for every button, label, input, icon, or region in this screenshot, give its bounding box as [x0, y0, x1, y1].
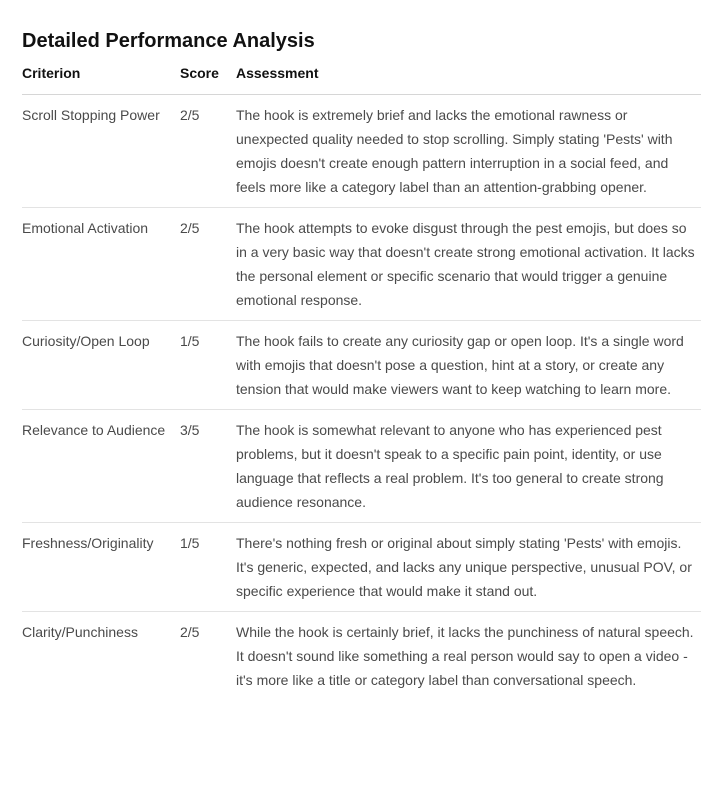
table-row [22, 208, 701, 321]
assessment-cell: While the hook is certainly brief, it lacks the punchiness of natural speech. It doesn't sound like something a real person would say to open a video - it's more like a title or category label than conversational speech. [236, 624, 694, 688]
score-cell: 1/5 [180, 321, 236, 410]
page-title: Detailed Performance Analysis [22, 30, 315, 52]
column-header-assessment: Assessment [236, 63, 701, 95]
score-cell: 1/5 [180, 523, 236, 612]
table-header-row [22, 63, 701, 95]
assessment-cell: The hook is somewhat relevant to anyone who has experienced pest problems, but it doesn't speak to a specific pain point, identity, or use language that reflects a real problem. It's too general to create strong audience resonance. [236, 410, 701, 523]
table-row [22, 523, 701, 612]
criterion-cell: Curiosity/Open Loop [22, 321, 180, 410]
assessment-cell: The hook attempts to evoke disgust through the pest emojis, but does so in a very basic way that doesn't create strong emotional activation. It lacks the personal element or specific scenario that would trigger a genuine emotional response. [236, 208, 701, 321]
criterion-cell: Freshness/Originality [22, 523, 180, 612]
criterion-cell: Emotional Activation [22, 208, 180, 321]
score-cell: 2/5 [180, 95, 236, 208]
score-cell: 2/5 [180, 624, 200, 640]
assessment-cell: The hook fails to create any curiosity gap or open loop. It's a single word with emojis that doesn't pose a question, hint at a story, or create any tension that would make viewers want to keep watching to learn more. [236, 321, 701, 410]
table-row [22, 95, 701, 208]
assessment-cell: The hook is extremely brief and lacks the emotional rawness or unexpected quality needed to stop scrolling. Simply stating 'Pests' with emojis doesn't create enough pattern interruption in a social feed, and feels more like a category label than an attention-grabbing opener. [236, 95, 701, 208]
performance-table [22, 63, 701, 700]
criterion-cell: Clarity/Punchiness [22, 624, 138, 640]
column-header-score: Score [180, 63, 236, 95]
analysis-section [22, 28, 701, 700]
table-row [22, 410, 701, 523]
table-row [22, 612, 701, 701]
column-header-criterion: Criterion [22, 63, 180, 95]
assessment-cell: There's nothing fresh or original about simply stating 'Pests' with emojis. It's generic, expected, and lacks any unique perspective, unusual POV, or specific experience that would make it stand out. [236, 523, 701, 612]
table-row [22, 321, 701, 410]
score-cell: 2/5 [180, 208, 236, 321]
criterion-cell: Scroll Stopping Power [22, 95, 180, 208]
criterion-cell: Relevance to Audience [22, 410, 180, 523]
score-cell: 3/5 [180, 410, 236, 523]
